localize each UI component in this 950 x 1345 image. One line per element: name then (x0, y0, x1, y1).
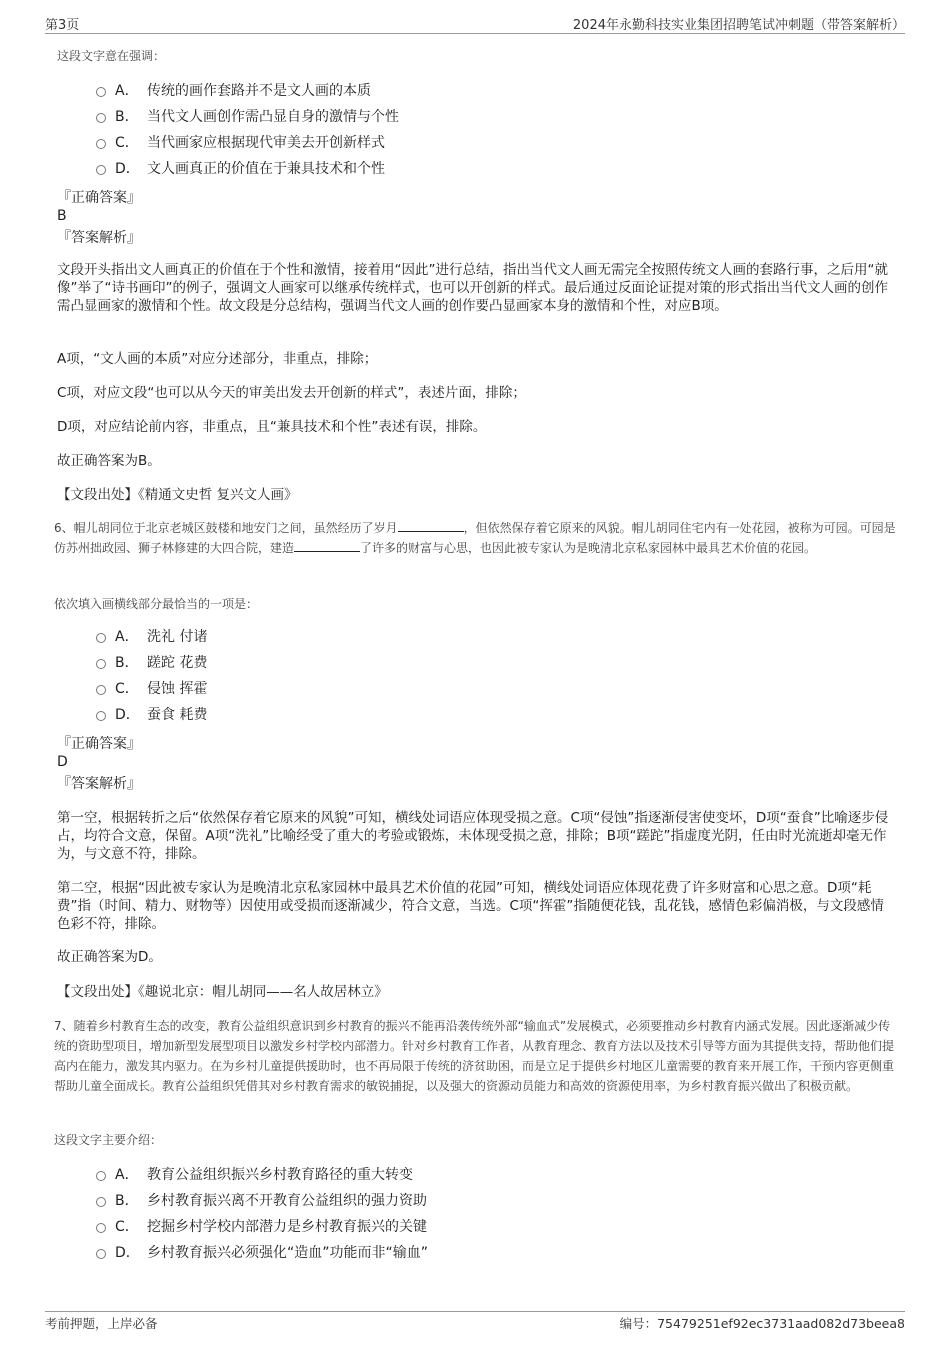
radio-icon[interactable] (96, 685, 106, 695)
blank-1 (398, 519, 464, 532)
q6-option-a[interactable]: A． 洗礼 付诸 (96, 627, 207, 647)
q5-source: 【文段出处】《精通文史哲 复兴文人画》 (57, 487, 298, 503)
footer-divider (45, 1311, 905, 1312)
q5-stem: 这段文字意在强调： (57, 49, 166, 63)
q6-analysis-label: 『答案解析』 (57, 776, 141, 792)
q6-option-b[interactable]: B． 蹉跎 花费 (96, 653, 207, 673)
blank-2 (294, 539, 360, 552)
q5-option-b[interactable]: B． 当代文人画创作需凸显自身的激情与个性 (96, 107, 399, 127)
q6-option-d[interactable]: D． 蚕食 耗费 (96, 705, 207, 725)
q7-option-a[interactable]: A． 教育公益组织振兴乡村教育路径的重大转变 (96, 1165, 413, 1185)
q6-option-c[interactable]: C． 侵蚀 挥霍 (96, 679, 207, 699)
q5-answer-label: 『正确答案』 (57, 190, 141, 206)
q5-option-d[interactable]: D． 文人画真正的价值在于兼具技术和个性 (96, 159, 385, 179)
q6-answer-label: 『正确答案』 (57, 736, 141, 752)
q7-stem: 7、随着乡村教育生态的改变，教育公益组织意识到乡村教育的振兴不能再沿袭传统外部“输血式”发展模式，必须要推动乡村教育内涵式发展。因此逐渐减少传统的资助型项目，增加新型发展型项目以激发乡村学校内部潜力。针对乡村教育工作者，从教育理念、教育方法以及技术引导等方面为其提供支持，帮助他们提高内在能力，激发其内驱力。在为乡村儿童提供援助时，也不再局限于传统的济贫助困，而是立足于提供乡村地区儿童需要的教育来开展工作，干预内容更侧重帮助儿童全面成长。教育公益组织凭借其对乡村教育需求的敏锐捕捉，以及强大的资源动员能力和高效的资源使用率，为乡村教育振兴做出了积极贡献。 (54, 1019, 895, 1093)
radio-icon[interactable] (96, 1197, 106, 1207)
radio-icon[interactable] (96, 87, 106, 97)
q6-source: 【文段出处】《趣说北京：帽儿胡同——名人故居林立》 (57, 984, 388, 1000)
q5-analysis-d: D项，对应结论前内容，非重点，且“兼具技术和个性”表述有误，排除。 (57, 419, 487, 435)
radio-icon[interactable] (96, 113, 106, 123)
q5-option-c[interactable]: C． 当代画家应根据现代审美去开创新样式 (96, 133, 385, 153)
q6-analysis-first-blank: 第一空，根据转折之后“依然保存着它原来的风貌”可知，横线处词语应体现受损之意。C项“侵蚀”指逐渐侵害使变坏，D项“蚕食”比喻逐步侵占，均符合文意，保留。A项“洗礼”比喻经受了重大的考验或锻炼，未体现受损之意，排除；B项“蹉跎”指虚度光阴，任由时光流逝却毫无作为，与文意不符，排除。 (57, 810, 889, 862)
radio-icon[interactable] (96, 633, 106, 643)
q5-analysis-c: C项，对应文段“也可以从今天的审美出发去开创新的样式”，表述片面，排除； (57, 385, 526, 401)
radio-icon[interactable] (96, 139, 106, 149)
header-divider (45, 33, 905, 34)
page-number: 第3页 (45, 18, 80, 33)
q7-prompt: 这段文字主要介绍： (54, 1133, 163, 1147)
q6-answer: D (57, 754, 68, 770)
q6-analysis-second-blank: 第二空，根据“因此被专家认为是晚清北京私家园林中最具艺术价值的花园”可知，横线处词语应体现花费了许多财富和心思之意。D项“耗费”指（时间、精力、财物等）因使用或受损而逐渐减少，符合文意，当选。C项“挥霍”指随便花钱，乱花钱，感情色彩偏消极，与文段感情色彩不符，排除。 (57, 880, 884, 932)
radio-icon[interactable] (96, 1223, 106, 1233)
q7-option-c[interactable]: C． 挖掘乡村学校内部潜力是乡村教育振兴的关键 (96, 1217, 427, 1237)
q5-option-a[interactable]: A． 传统的画作套路并不是文人画的本质 (96, 81, 371, 101)
q7-option-b[interactable]: B． 乡村教育振兴离不开教育公益组织的强力资助 (96, 1191, 427, 1211)
q6-prompt: 依次填入画横线部分最恰当的一项是： (54, 597, 259, 611)
footer-slogan: 考前押题，上岸必备 (45, 1316, 158, 1331)
radio-icon[interactable] (96, 1249, 106, 1259)
radio-icon[interactable] (96, 659, 106, 669)
radio-icon[interactable] (96, 711, 106, 721)
footer-document-id: 编号：75479251ef92ec3731aad082d73beea8 (619, 1316, 905, 1331)
radio-icon[interactable] (96, 1171, 106, 1181)
q5-answer: B (57, 208, 67, 224)
q5-analysis-a: A项，“文人画的本质”对应分述部分，非重点，排除； (57, 351, 378, 367)
q6-conclusion: 故正确答案为D。 (57, 949, 162, 965)
document-title: 2024年永勤科技实业集团招聘笔试冲刺题（带答案解析） (572, 18, 905, 33)
q6-stem: 6、帽儿胡同位于北京老城区鼓楼和地安门之间，虽然经历了岁月 ，但依然保存着它原来的风貌。帽儿胡同住宅内有一处花园，被称为可园。可园是仿苏州拙政园、狮子林修建的大四合院，建造 了许多的财富与心思，也因此被专家认为是晚清北京私家园林中最具艺术价值的花园。 (54, 521, 896, 555)
q5-conclusion: 故正确答案为B。 (57, 453, 161, 469)
radio-icon[interactable] (96, 165, 106, 175)
q7-option-d[interactable]: D． 乡村教育振兴必须强化“造血”功能而非“输血” (96, 1243, 428, 1263)
q5-analysis-main: 文段开头指出文人画真正的价值在于个性和激情，接着用“因此”进行总结，指出当代文人画无需完全按照传统文人画的套路行事，之后用“就像”举了“诗书画印”的例子，强调文人画家可以继承传统样式，也可以开创新的样式。最后通过反面论证提对策的形式指出当代文人画的创作需凸显画家的激情和个性。故文段是分总结构，强调当代文人画的创作要凸显画家本身的激情和个性，对应B项。 (57, 262, 888, 314)
q5-analysis-label: 『答案解析』 (57, 230, 141, 246)
